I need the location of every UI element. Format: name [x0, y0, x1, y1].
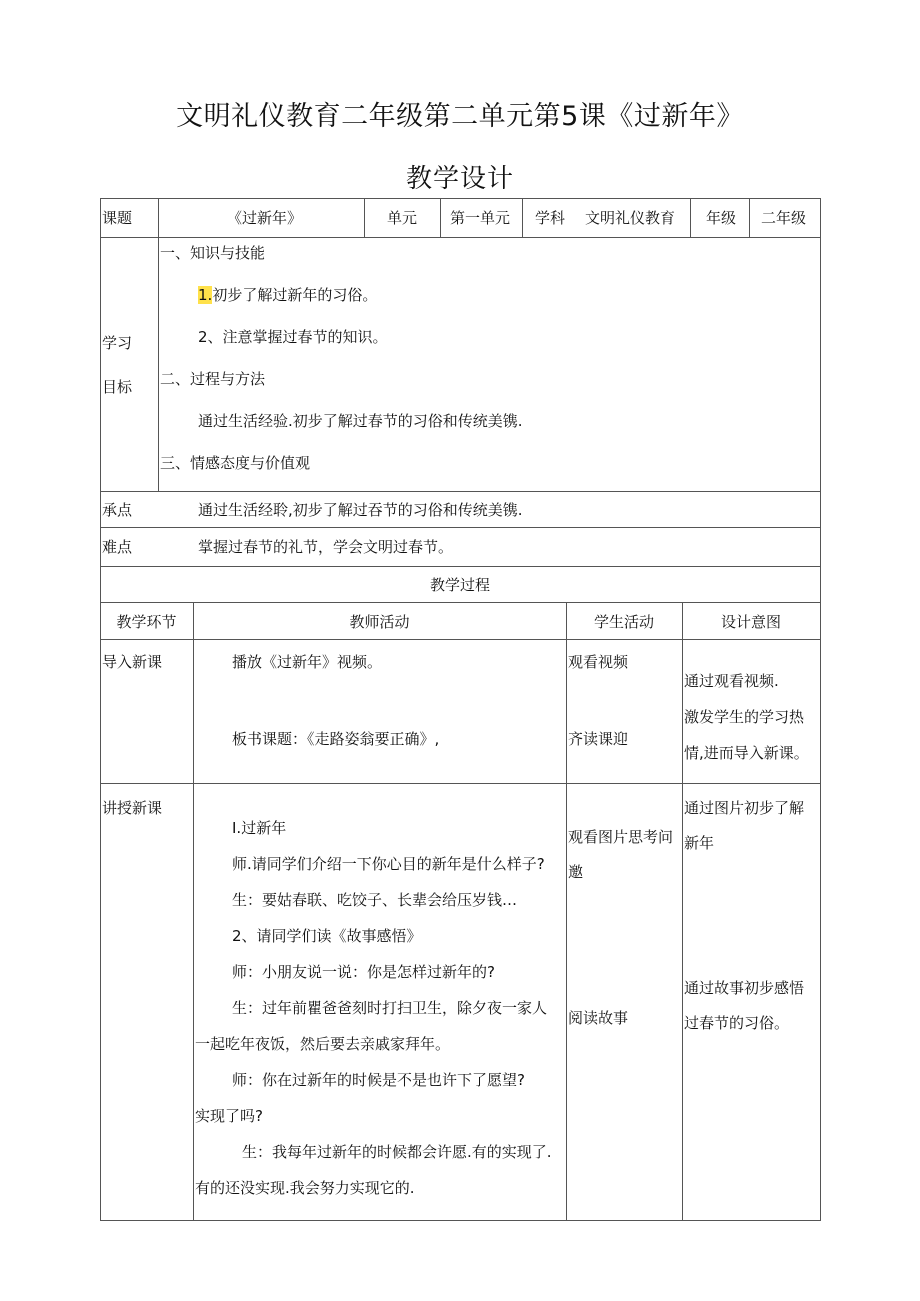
lecture-student-2: 邀	[568, 863, 584, 881]
difficulty-text: 掌握过春节的礼节，学会文明过春节。	[198, 538, 454, 556]
key-point-text: 通过生活经聆,初步了解过吞节的习俗和传统美镌.	[198, 501, 523, 519]
objective-section-2-text: 通过生活经验.初步了解过春节的习俗和传统美镌.	[198, 412, 523, 430]
header-teacher-activity: 教师活动	[349, 613, 410, 631]
lecture-teacher-line: 一起吃年夜饭，然后要去亲戚家拜年。	[195, 1035, 451, 1053]
objective-item-2: 2、注意掌握过春节的知识。	[198, 328, 388, 346]
unit-label: 单元	[387, 209, 418, 227]
lecture-teacher-line: 实现了吗?	[195, 1107, 263, 1125]
unit-value: 第一单元	[450, 209, 511, 227]
objectives-label-1: 学习	[102, 334, 133, 352]
objective-section-3-heading: 三、情感态度与价值观	[160, 454, 311, 472]
lecture-teacher-line: 生：要姑春联、吃饺子、长辈会给压岁钱…	[232, 891, 518, 909]
objective-item-1-number: 1.	[198, 286, 213, 304]
lecture-intent-3: 通过故事初步感悟	[684, 979, 805, 997]
objective-section-2-heading: 二、过程与方法	[160, 370, 266, 388]
grade-label: 年级	[706, 209, 737, 227]
objective-item-1	[198, 285, 377, 305]
process-title: 教学过程	[429, 576, 490, 594]
intro-stage: 导入新课	[102, 653, 163, 671]
lecture-teacher-line: I.过新年	[232, 819, 287, 837]
lecture-teacher-line: 2、请同学们读《故事感悟》	[232, 927, 422, 945]
objective-section-1-heading: 一、知识与技能	[160, 244, 266, 262]
document-title: 文明礼仪教育二年级第二单元第5课《过新年》	[176, 101, 744, 132]
lecture-intent-1: 通过图片初步了解	[684, 799, 805, 817]
intro-student-1: 观看视频	[568, 653, 629, 671]
header-design-intent: 设计意图	[720, 613, 781, 631]
document-subtitle: 教学设计	[405, 164, 514, 194]
subject-value: 文明礼仪教育	[585, 209, 676, 227]
lecture-student-1: 观看图片思考问	[568, 828, 674, 846]
lecture-intent-4: 过春节的习俗。	[684, 1014, 790, 1032]
lecture-teacher-line: 有的还没实现.我会努力实现它的.	[195, 1179, 415, 1197]
lecture-student-3: 阅读故事	[568, 1009, 629, 1027]
intro-intent-3: 情,进而导入新课。	[684, 744, 809, 762]
lesson-label: 课题	[102, 209, 133, 227]
objectives-label-2: 目标	[102, 378, 133, 396]
objective-item-1-text: 初步了解过新年的习俗。	[212, 286, 378, 304]
lecture-teacher-line: 师：你在过新年的时候是不是也许下了愿望?	[232, 1071, 525, 1089]
lesson-value: 《过新年》	[227, 209, 303, 227]
header-stage: 教学环节	[116, 613, 177, 631]
lecture-teacher-line: 生：我每年过新年的时候都会许愿.有的实现了.	[242, 1143, 552, 1161]
lecture-stage: 讲授新课	[102, 799, 163, 817]
intro-intent-2: 激发学生的学习热	[684, 708, 805, 726]
intro-student-2: 齐读课迎	[568, 730, 629, 748]
lecture-teacher-line: 师：小朋友说一说：你是怎样过新年的?	[232, 963, 495, 981]
lecture-teacher-line: 生：过年前瞿爸爸刻时打扫卫生，除夕夜一家人	[232, 999, 548, 1017]
lecture-intent-2: 新年	[684, 834, 715, 852]
intro-teacher-2: 板书课题：《走路姿翁要正确》,	[232, 730, 440, 748]
grade-value: 二年级	[761, 209, 807, 227]
intro-teacher-1: 播放《过新年》视频。	[232, 653, 383, 671]
lecture-teacher-line: 师.请同学们介绍一下你心目的新年是什么样子?	[232, 855, 545, 873]
difficulty-label: 难点	[102, 538, 133, 556]
key-point-label: 承点	[102, 501, 133, 519]
subject-label: 学科	[535, 209, 566, 227]
intro-intent-1: 通过观看视频.	[684, 672, 779, 690]
header-student-activity: 学生活动	[593, 613, 654, 631]
